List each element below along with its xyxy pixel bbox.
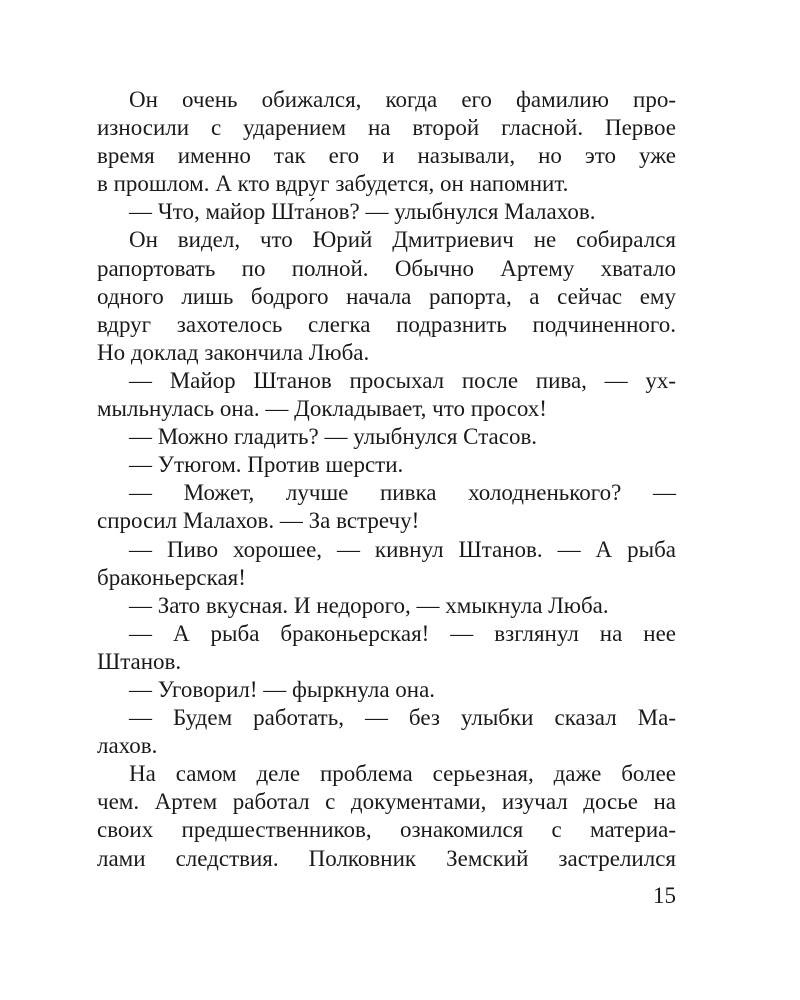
text-line: — Будем работать, — без улыбки сказал Ма- — [129, 705, 676, 731]
text-line: — Зато вкусная. И недорого, — хмыкнула Люба. — [129, 592, 609, 618]
text-line: — Можно гладить? — улыбнулся Стасов. — [129, 424, 538, 450]
text-line: — Уговорил! — фыркнула она. — [129, 676, 436, 702]
text-line: — А рыба браконьерская! — взглянул на нее — [129, 620, 676, 646]
text-line: своих предшественников, ознакомился с материа- — [97, 817, 676, 843]
text-line: лахов. — [97, 733, 158, 759]
text-line: лами следствия. Полковник Земский застрелился — [97, 845, 676, 871]
page-text — [97, 86, 676, 873]
text-line: в прошлом. А кто вдруг забудется, он напомнит. — [97, 171, 569, 197]
text-line: — Пиво хорошее, — кивнул Штанов. — А рыба — [129, 536, 676, 562]
text-line: Он очень обижался, когда его фамилию про- — [129, 87, 676, 112]
text-line: Но доклад закончила Люба. — [97, 339, 370, 365]
text-line: браконьерская! — [97, 564, 246, 590]
text-line: вдруг захотелось слегка подразнить подчиненного. — [97, 311, 676, 337]
text-line: — Утюгом. Против шерсти. — [129, 452, 404, 478]
text-line: Штанов. — [97, 648, 182, 674]
text-line: — Может, лучше пивка холодненького? — — [129, 480, 676, 506]
text-line: спросил Малахов. — За встречу! — [97, 508, 420, 534]
text-line: чем. Артем работал с документами, изучал досье на — [97, 789, 676, 815]
text-line: Он видел, что Юрий Дмитриевич не собирался — [129, 227, 676, 253]
page-number: 15 — [653, 883, 676, 908]
text-line: мыльнулась она. — Докладывает, что просох! — [97, 396, 547, 422]
text-line: — Майор Штанов просыхал после пива, — ух- — [129, 367, 676, 393]
text-line: На самом деле проблема серьезная, даже более — [129, 761, 676, 787]
text-line: одного лишь бодрого начала рапорта, а сейчас ему — [97, 283, 676, 309]
text-line: время именно так его и называли, но это уже — [97, 143, 676, 169]
text-line: износили с ударением на второй гласной. Первое — [97, 115, 676, 141]
text-line: рапортовать по полной. Обычно Артему хватало — [97, 255, 676, 281]
text-line: — Что, майор Шта́нов? — улыбнулся Малахов. — [129, 199, 596, 225]
